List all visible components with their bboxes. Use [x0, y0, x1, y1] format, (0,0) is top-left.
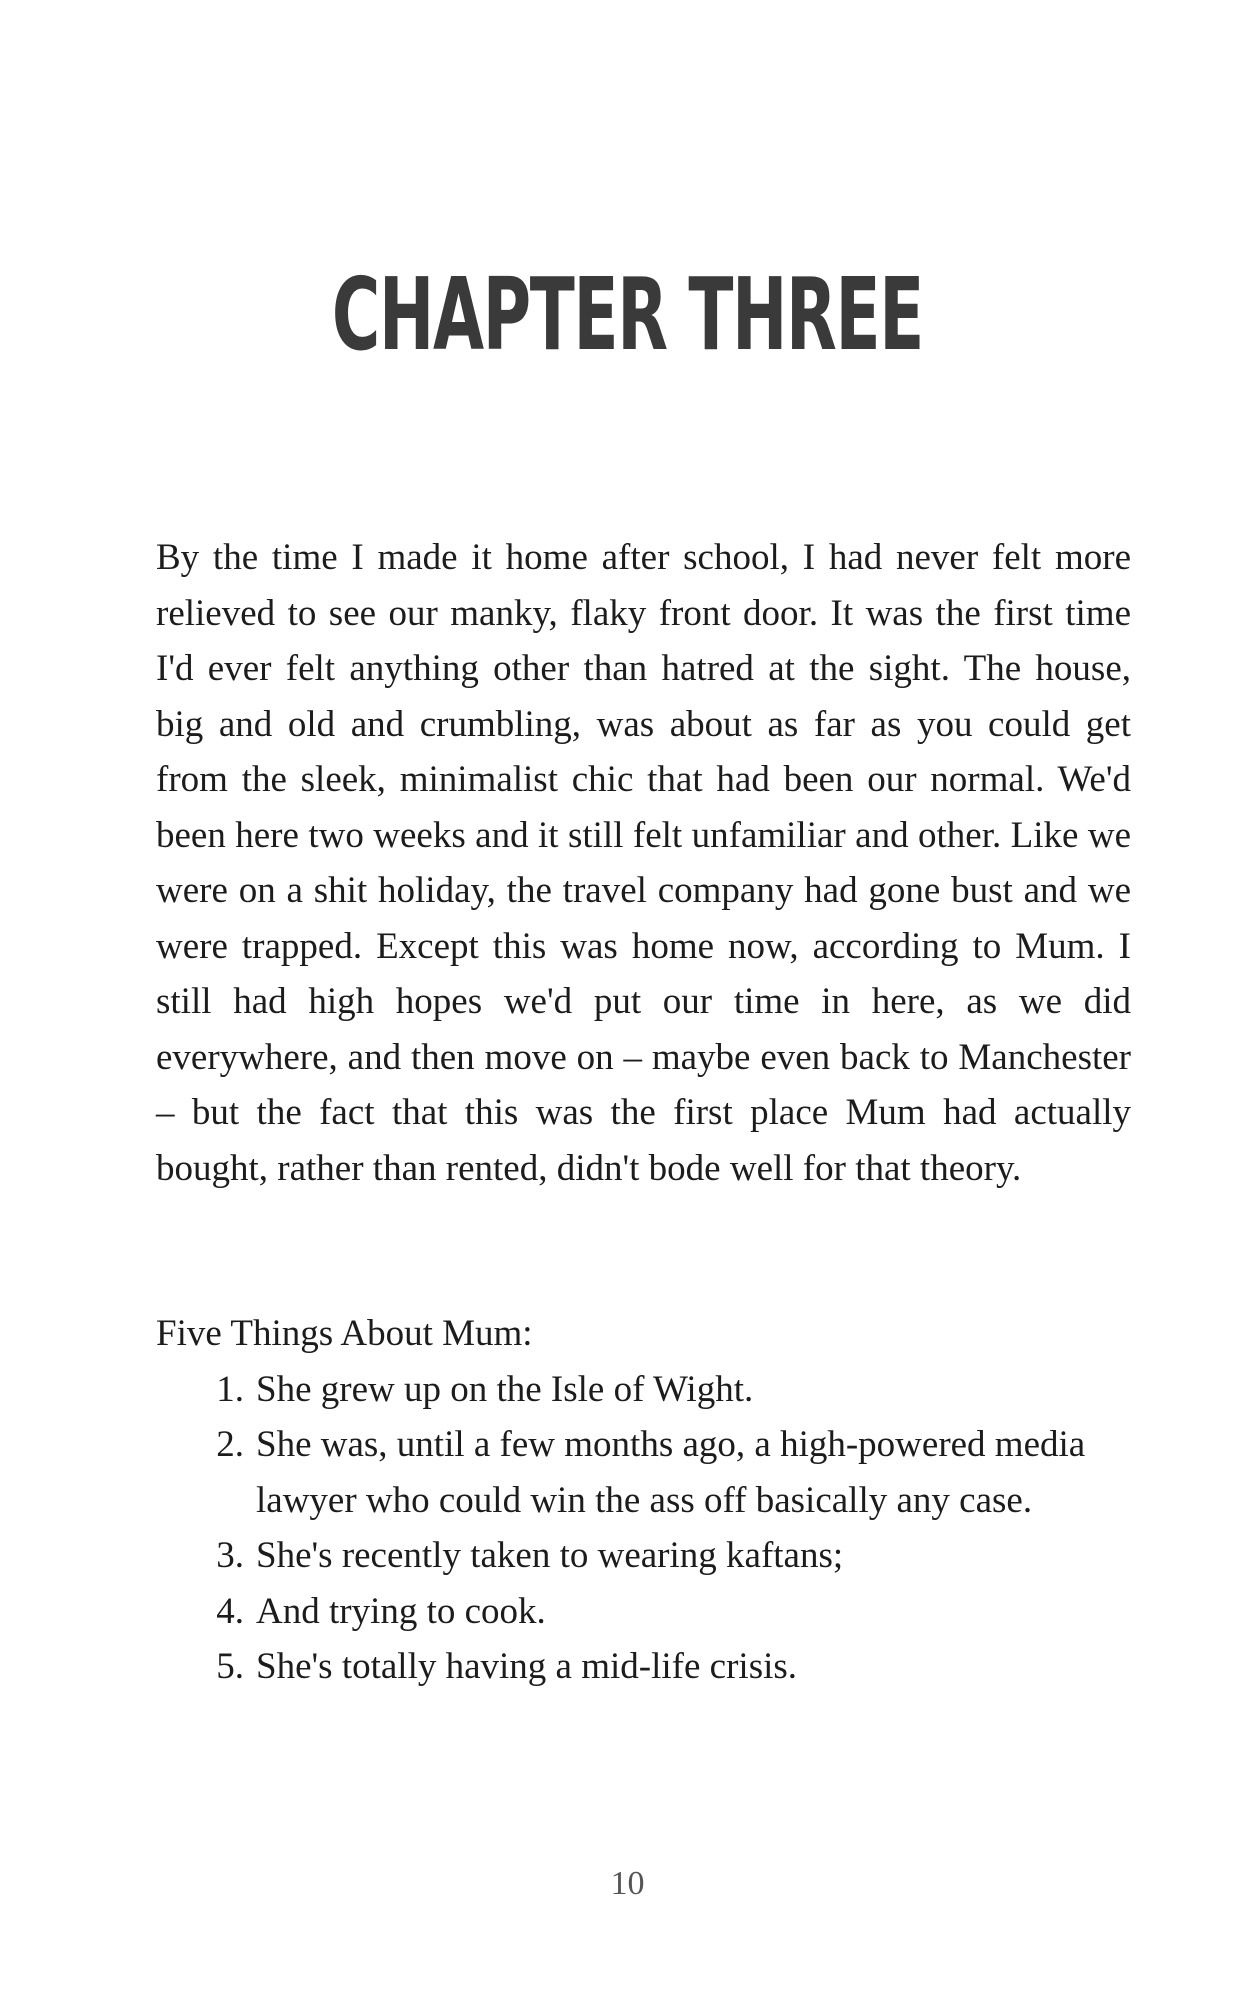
body-paragraph: By the time I made it home after school, I had never felt more relieved to see our manky, flaky front door. It was the first time I'd ever felt anything other than hatred at the sight. The house, big and old and crumbling, was about as far as you could get from the sleek, minimalist chic that had been our normal. We'd been here two weeks and it still felt unfamiliar and other. Like we were on a shit holiday, the travel company had gone bust and we were trapped. Except this was home now, according to Mum. I still had high hopes we'd put our time in here, as we did everywhere, and then move on – maybe even back to Manchester – but the fact that this was the first place Mum had actually bought, rather than rented, didn't bode well for that theory. [156, 537, 1131, 1189]
list-item-text: She was, until a few months ago, a high-powered media lawyer who could win the ass off basically any case. [256, 1424, 1086, 1521]
list-item-text: She's totally having a mid-life crisis. [256, 1646, 798, 1687]
list-item-number: 2. [216, 1424, 244, 1465]
list-item-text: She's recently taken to wearing kaftans; [256, 1535, 844, 1576]
page-number: 10 [610, 1865, 645, 1902]
list-item-number: 3. [216, 1535, 244, 1576]
chapter-title: CHAPTER THREE [331, 256, 924, 373]
list-heading: Five Things About Mum: [156, 1313, 533, 1354]
numbered-list [156, 1362, 1131, 1695]
list-item-number: 1. [216, 1368, 244, 1410]
list-item [156, 1417, 1131, 1528]
list-item [156, 1528, 1131, 1584]
list-item-text: And trying to cook. [256, 1590, 546, 1632]
list-item-number: 5. [216, 1646, 244, 1687]
list-item-text: She grew up on the Isle of Wight. [256, 1368, 754, 1410]
list-item-number: 4. [216, 1590, 244, 1632]
list-item [156, 1639, 1131, 1695]
five-things-list-block [156, 1306, 1131, 1695]
list-item [156, 1362, 1131, 1418]
list-item [156, 1584, 1131, 1640]
